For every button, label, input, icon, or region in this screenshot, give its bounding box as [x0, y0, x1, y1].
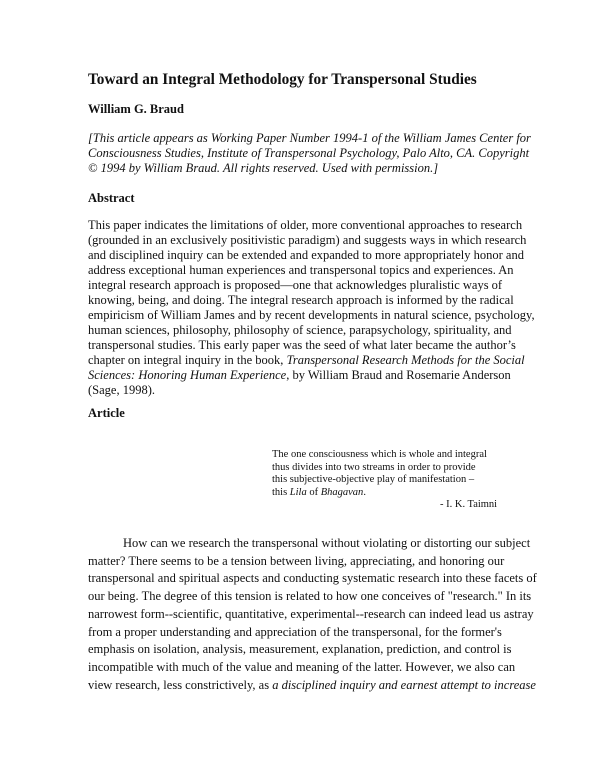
epigraph-segment: .: [363, 486, 366, 498]
abstract-line: address exceptional human experiences and transpersonal topics and experiences. An: [88, 263, 514, 277]
epigraph-line: this subjective-objective play of manifestation –: [272, 474, 475, 486]
article-heading: Article: [88, 406, 125, 420]
abstract-line: transpersonal studies. This early paper was the seed of what later became the author’s: [88, 338, 516, 352]
abstract-line: integral research approach is proposed—one that acknowledges pluralistic ways of: [88, 278, 503, 292]
body-line: matter? There seems to be a tension between living, appreciating, and honoring our: [88, 553, 505, 568]
epigraph: [272, 449, 497, 512]
note-line: © 1994 by William Braud. All rights reserved. Used with permission.]: [88, 161, 439, 175]
epigraph-segment: of: [306, 486, 321, 498]
author-name: William G. Braud: [88, 102, 184, 116]
note-line: [This article appears as Working Paper Number 1994-1 of the William James Center for: [88, 131, 531, 145]
epigraph-line: thus divides into two streams in order to provide: [272, 461, 476, 473]
book-title: Sciences: Honoring Human Experience: [88, 368, 287, 382]
abstract-line: empiricism of William James and by recent developments in natural science, psychology,: [88, 308, 535, 322]
abstract-text-segment: chapter on integral inquiry in the book,: [88, 353, 287, 367]
epigraph-attribution: - I. K. Taimni: [440, 499, 498, 511]
abstract-line: This paper indicates the limitations of older, more conventional approaches to research: [88, 218, 523, 232]
body-line: How can we research the transpersonal without violating or distorting our subject: [123, 536, 531, 550]
epigraph-term-bhagavan: Bhagavan: [320, 486, 364, 498]
body-emphasis: a disciplined inquiry and earnest attempt to increase: [272, 677, 536, 692]
body-line: from a proper understanding and appreciation of the transpersonal, for the former's: [88, 624, 502, 639]
body-line: incompatible with much of the value and meaning of the latter. However, we also can: [88, 659, 516, 674]
book-title: Transpersonal Research Methods for the Social: [286, 353, 525, 367]
body-text-segment: view research, less constrictively, as: [88, 677, 273, 692]
paper-title: Toward an Integral Methodology for Transpersonal Studies: [88, 71, 477, 88]
article-body: [88, 535, 537, 694]
abstract-text: [88, 218, 535, 398]
body-line: [88, 677, 537, 695]
abstract-line: (Sage, 1998).: [88, 383, 155, 397]
abstract-line: human sciences, philosophy, philosophy of science, parapsychology, spirituality, and: [88, 323, 512, 337]
abstract-line: [88, 353, 535, 368]
abstract-heading: Abstract: [88, 191, 135, 205]
epigraph-term-lila: Lila: [289, 486, 307, 498]
abstract-line: [88, 368, 535, 383]
epigraph-line: The one consciousness which is whole and integral: [272, 449, 487, 460]
abstract-line: knowing, being, and doing. The integral research approach is informed by the radical: [88, 293, 514, 307]
note-line: Consciousness Studies, Institute of Transpersonal Psychology, Palo Alto, CA. Copyright: [88, 146, 530, 160]
body-line: emphasis on isolation, analysis, measurement, explanation, prediction, and control is: [88, 642, 512, 657]
body-line: narrowest form--scientific, quantitative, experimental--research can indeed lead us astray: [88, 606, 534, 621]
abstract-line: (grounded in an exclusively positivistic paradigm) and suggests ways in which research: [88, 233, 527, 247]
body-line: transpersonal and spiritual aspects and conducting systematic research into these facets of: [88, 571, 537, 586]
abstract-line: and disciplined inquiry can be extended and expanded to more appropriately honor and: [88, 248, 524, 262]
epigraph-segment: this: [272, 486, 290, 498]
abstract-text-segment: , by William Braud and Rosemarie Anderson: [286, 368, 511, 382]
publication-note: [88, 131, 531, 176]
body-line: our being. The degree of this tension is related to how one conceives of "research." In its: [88, 589, 532, 604]
epigraph-line: [272, 487, 497, 500]
